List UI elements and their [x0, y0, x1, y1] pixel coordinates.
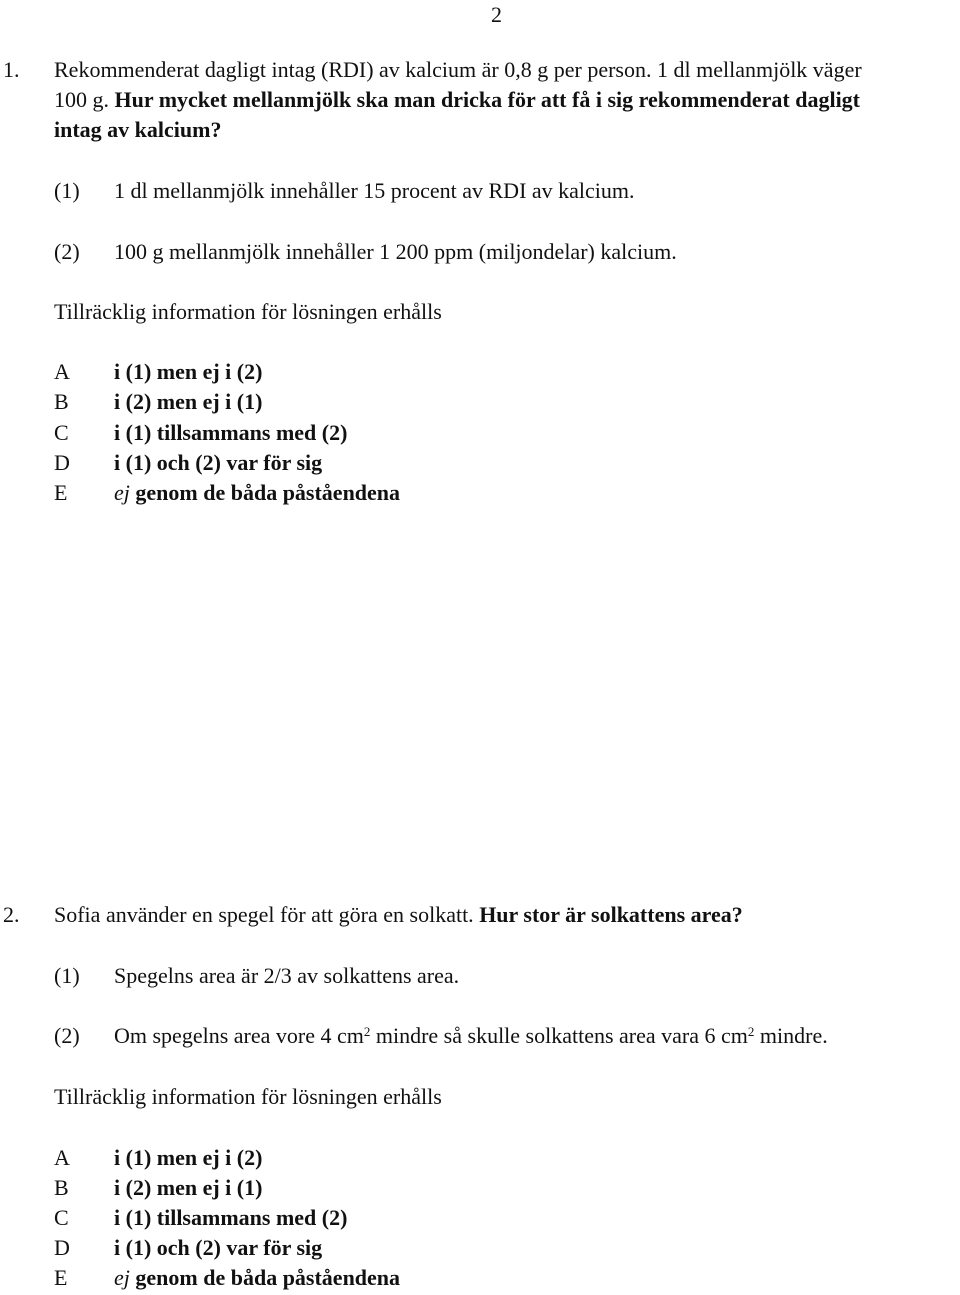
- question-text-line: [54, 85, 860, 115]
- page-number: 2: [491, 2, 502, 27]
- option-letter: E: [54, 1265, 68, 1290]
- option-text: [114, 1263, 400, 1293]
- option-text: [114, 478, 400, 508]
- statement-number: (1): [54, 178, 80, 203]
- question-prompt: Hur mycket mellanmjölk ska man dricka för att få i sig rekommenderat dagligt: [114, 87, 861, 112]
- question-text-line: [54, 115, 221, 145]
- option-italic: ej: [114, 480, 130, 505]
- option-letter: C: [54, 1205, 69, 1230]
- option-letter: C: [54, 420, 69, 445]
- question-text-line: [54, 55, 862, 85]
- option-letter: B: [54, 389, 69, 414]
- statement-text-part: Om spegelns area vore 4 cm: [114, 1023, 364, 1048]
- superscript: 2: [747, 1024, 755, 1039]
- option-letter: D: [54, 450, 70, 475]
- option-letter: E: [54, 480, 68, 505]
- option-letter: A: [54, 359, 70, 384]
- option-text: i (2) men ej i (1): [114, 1175, 263, 1200]
- option-text: i (1) men ej i (2): [114, 359, 263, 384]
- option-text: i (1) tillsammans med (2): [114, 420, 348, 445]
- statement-text-part: mindre.: [754, 1023, 828, 1048]
- option-text: i (2) men ej i (1): [114, 389, 263, 414]
- statement-number: (2): [54, 239, 80, 264]
- question-text: Sofia använder en spegel för att göra en solkatt.: [54, 902, 480, 927]
- question-text-line: [54, 900, 743, 930]
- option-letter: D: [54, 1235, 70, 1260]
- question-number: 1.: [3, 57, 20, 82]
- statement-text: 100 g mellanmjölk innehåller 1 200 ppm (miljondelar) kalcium.: [114, 239, 677, 264]
- option-letter: B: [54, 1175, 69, 1200]
- option-text: i (1) och (2) var för sig: [114, 1235, 323, 1260]
- sufficiency-prompt: Tillräcklig information för lösningen erhålls: [54, 299, 442, 324]
- option-text-rest: genom de båda påståendena: [129, 1265, 401, 1290]
- sufficiency-prompt: Tillräcklig information för lösningen erhålls: [54, 1084, 442, 1109]
- statement-text: [114, 1021, 828, 1051]
- statement-number: (2): [54, 1023, 80, 1048]
- statement-text: 1 dl mellanmjölk innehåller 15 procent av RDI av kalcium.: [114, 178, 635, 203]
- option-text: i (1) men ej i (2): [114, 1145, 263, 1170]
- statement-number: (1): [54, 963, 80, 988]
- option-text: i (1) och (2) var för sig: [114, 450, 323, 475]
- question-number: 2.: [3, 902, 20, 927]
- option-letter: A: [54, 1145, 70, 1170]
- option-italic: ej: [114, 1265, 130, 1290]
- question-prompt: intag av kalcium?: [54, 117, 222, 142]
- statement-text-part: mindre så skulle solkattens area vara 6 cm: [370, 1023, 748, 1048]
- superscript: 2: [363, 1024, 371, 1039]
- question-text: Rekommenderat dagligt intag (RDI) av kalcium är 0,8 g per person. 1 dl mellanmjölk väger: [54, 57, 862, 82]
- question-prompt: Hur stor är solkattens area?: [479, 902, 743, 927]
- statement-text: Spegelns area är 2/3 av solkattens area.: [114, 963, 460, 988]
- option-text: i (1) tillsammans med (2): [114, 1205, 348, 1230]
- option-text-rest: genom de båda påståendena: [129, 480, 401, 505]
- question-text: 100 g.: [54, 87, 115, 112]
